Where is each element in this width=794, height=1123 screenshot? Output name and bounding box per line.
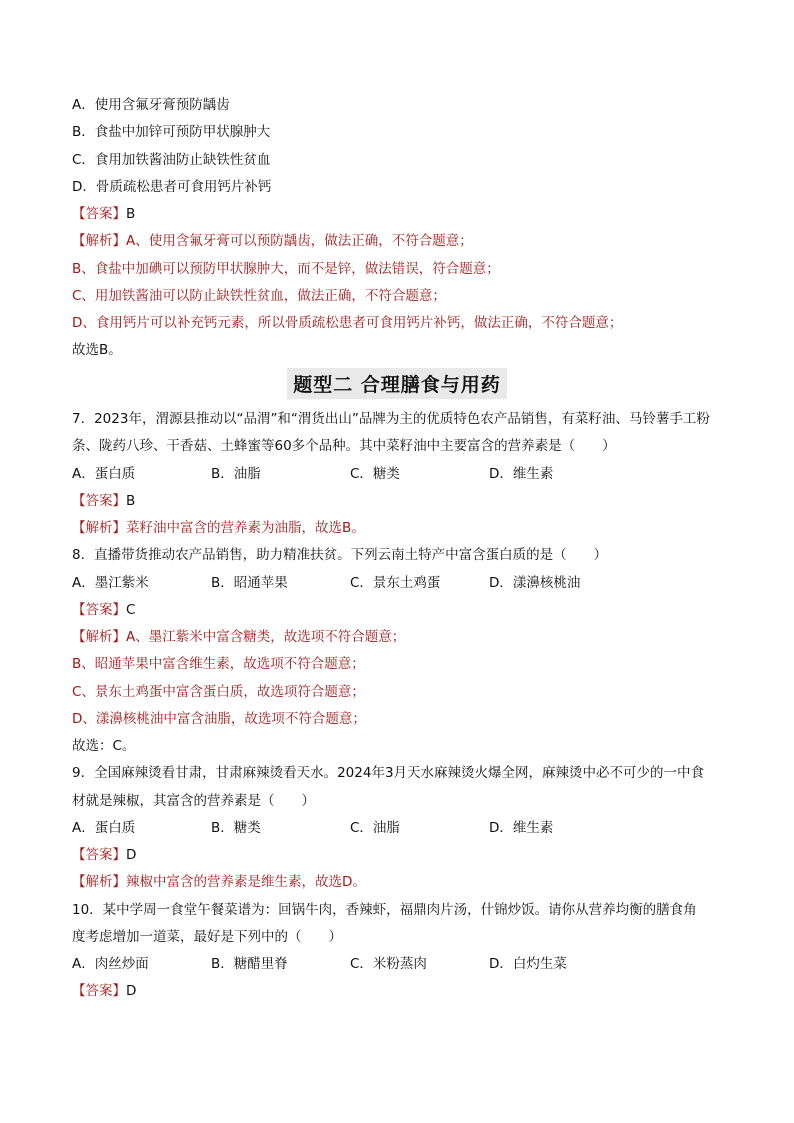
option-a: A．蛋白质 [72,820,136,836]
option-a: A．蛋白质 [72,466,136,482]
answer-line [72,601,135,619]
option-a: A．使用含氟牙膏预防龋齿 [72,97,230,113]
question-stem: 度考虑增加一道菜，最好是下列中的（ ） [72,929,342,945]
analysis-text: 辣椒中富含的营养素是维生素，故选D。 [126,874,366,890]
option-d: D．骨质疏松患者可食用钙片补钙 [72,179,272,195]
analysis-text: D、食用钙片可以补充钙元素，所以骨质疏松患者可食用钙片补钙，做法正确，不符合题意； [72,315,623,331]
analysis-text: C、景东土鸡蛋中富含蛋白质，故选项符合题意； [72,684,365,700]
analysis-text: B、食盐中加碘可以预防甲状腺肿大，而不是锌，做法错误，符合题意； [72,261,500,277]
answer-tag: 【答案】 [72,602,126,618]
analysis-line [72,519,365,537]
options-row [72,574,580,592]
option-c: C．食用加铁酱油防止缺铁性贫血 [72,152,271,168]
option-a: A．墨江紫米 [72,575,149,591]
option-d: D．白灼生菜 [489,956,567,972]
question-stem: 9．全国麻辣烫看甘肃，甘肃麻辣烫看天水。2024年3月天水麻辣烫火爆全网，麻辣烫中必不可少的一中食 [72,765,705,781]
option-b: B．糖类 [211,820,261,836]
analysis-line [72,232,473,250]
answer-value: C [126,602,136,618]
question-stem: 8．直播带货推动农产品销售，助力精准扶贫。下列云南土特产中富含蛋白质的是（ ） [72,547,608,563]
section-title: 题型二 合理膳食与用药 [287,368,507,399]
analysis-tag: 【解析】 [72,629,126,645]
answer-tag: 【答案】 [72,847,126,863]
option-d: D．维生素 [489,820,554,836]
analysis-text: 菜籽油中富含的营养素为油脂，故选B。 [126,520,365,536]
answer-tag: 【答案】 [72,983,126,999]
answer-line [72,205,135,223]
option-b: B．糖醋里脊 [211,956,288,972]
option-c: C．油脂 [350,820,400,836]
analysis-text: C、用加铁酱油可以防止缺铁性贫血，做法正确，不符合题意； [72,288,446,304]
question-stem: 材就是辣椒，其富含的营养素是（ ） [72,793,315,809]
question-stem: 7．2023年，渭源县推动以“品渭”和“渭货出山”品牌为主的优质特色农产品销售，有菜籽油、马铃薯手工粉 [72,411,710,427]
option-b: B．昭通苹果 [211,575,288,591]
option-b: B．油脂 [211,466,261,482]
answer-tag: 【答案】 [72,206,126,222]
analysis-line [72,628,405,646]
analysis-tag: 【解析】 [72,874,126,890]
analysis-text: B、昭通苹果中富含维生素，故选项不符合题意； [72,656,365,672]
options-row [72,955,567,973]
options-row [72,819,553,837]
analysis-text: D、漾濞核桃油中富含油脂，故选项不符合题意； [72,711,366,727]
answer-value: D [126,983,137,999]
answer-tag: 【答案】 [72,493,126,509]
analysis-line [72,873,366,891]
option-d: D．漾濞核桃油 [489,575,581,591]
question-stem: 10．某中学周一食堂午餐菜谱为：回锅牛肉，香辣虾，福鼎肉片汤，什锦炒饭。请你从营养均衡的膳食角 [72,902,697,918]
answer-line [72,982,136,1000]
conclusion: 故选：C。 [72,738,136,754]
answer-line [72,846,136,864]
option-d: D．维生素 [489,466,554,482]
section-heading [0,368,794,399]
answer-value: B [126,493,136,509]
conclusion: 故选B。 [72,342,122,358]
analysis-text: A、使用含氟牙膏可以预防龋齿，做法正确，不符合题意； [126,233,473,249]
analysis-text: A、墨江紫米中富含糖类，故选项不符合题意； [126,629,406,645]
options-row [72,465,553,483]
answer-line [72,492,135,510]
option-a: A．肉丝炒面 [72,956,149,972]
answer-value: D [126,847,137,863]
analysis-tag: 【解析】 [72,520,126,536]
option-c: C．景东土鸡蛋 [350,575,441,591]
option-c: C．糖类 [350,466,400,482]
analysis-tag: 【解析】 [72,233,126,249]
answer-value: B [126,206,136,222]
option-c: C．米粉蒸肉 [350,956,427,972]
question-stem: 条、陇药八珍、干香菇、土蜂蜜等60多个品种。其中菜籽油中主要富含的营养素是（ ） [72,438,616,454]
option-b: B．食盐中加锌可预防甲状腺肿大 [72,124,271,140]
